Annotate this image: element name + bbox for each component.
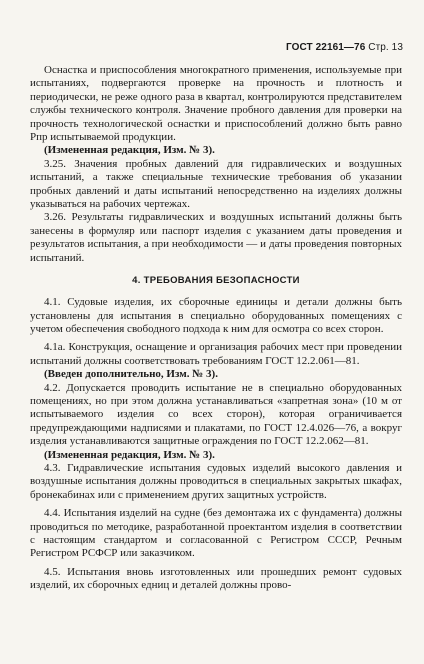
section-title: 4. ТРЕБОВАНИЯ БЕЗОПАСНОСТИ xyxy=(132,275,300,287)
paragraph-4-2: 4.2. Допускается проводить испытание не в специально оборудованных помещениях, но при этом должна устанавливаться «запретная зона» (10 м от испытываемого изделия со всех сторон), которая ограничивается предупреждающими надписями и плакатами, по ГОСТ 12.4.026—76, а вокруг изделия устанавливаются защитные ограждения по ГОСТ 12.2.062—81. xyxy=(30,381,402,448)
standard-number: ГОСТ 22161—76 xyxy=(285,42,366,53)
page-number: Стр. 13 xyxy=(368,42,403,53)
paragraph-3-26: 3.26. Результаты гидравлических и воздушных испытаний должны быть занесены в формуляр или паспорт изделия с указанием даты проведения и результатов испытания, а при необходимости — и даты проведения повторных испытаний. xyxy=(30,211,402,264)
paragraph-4-1a: 4.1а. Конструкция, оснащение и организация рабочих мест при проведении испытаний должны соответствовать требованиям ГОСТ 12.2.061—81. xyxy=(30,341,402,367)
paragraph-3-25: 3.25. Значения пробных давлений для гидравлических и воздушных испытаний, а также специальные технические требования об указании пробных давлений и даты испытаний непосредственно на изделиях должны указываться на рабочих чертежах. xyxy=(30,157,402,211)
paragraph-4-1: 4.1. Судовые изделия, их сборочные единицы и детали должны быть установлены для испытания в специально оборудованных помещениях с учетом обеспечения свободного подхода к ним для осмотра со всех сторон. xyxy=(30,296,402,335)
amendment-note: (Измененная редакция, Изм. № 3). xyxy=(44,144,215,157)
paragraph-4-3: 4.3. Гидравлические испытания судовых изделий высокого давления и воздушные испытания должны проводиться в специальных закрытых шкафах, бронекабинах или с применением других защитных устройств. xyxy=(30,461,402,501)
paragraph-4-4: 4.4. Испытания изделий на судне (без демонтажа их с фундамента) должны проводиться по методике, разработанной проектантом изделия в соответствии с настоящим стандартом и согласованной с Регистром СССР, Речным Регистром РСФСР или заказчиком. xyxy=(30,507,402,560)
paragraph-4-5: 4.5. Испытания вновь изготовленных или прошедших ремонт судовых изделий, их сборочных едниц и деталей должны прово- xyxy=(30,565,402,592)
amendment-note: (Введен дополнительно, Изм. № 3). xyxy=(44,368,218,381)
paragraph-equipment: Оснастка и приспособления многократного применения, используемые при испытаниях, подвергаются проверке на прочность и плотность и периодически, не реже одного раза в квартал, контролируются представителем службы технического контроля. Значение пробного давления для проверки на прочность технологической оснастки и приспособлений должно быть равно Pпр испытываемой продукции. xyxy=(30,64,402,144)
document-body xyxy=(30,64,402,593)
page-header xyxy=(286,42,403,53)
amendment-note: (Измененная редакция, Изм. № 3). xyxy=(44,448,215,461)
